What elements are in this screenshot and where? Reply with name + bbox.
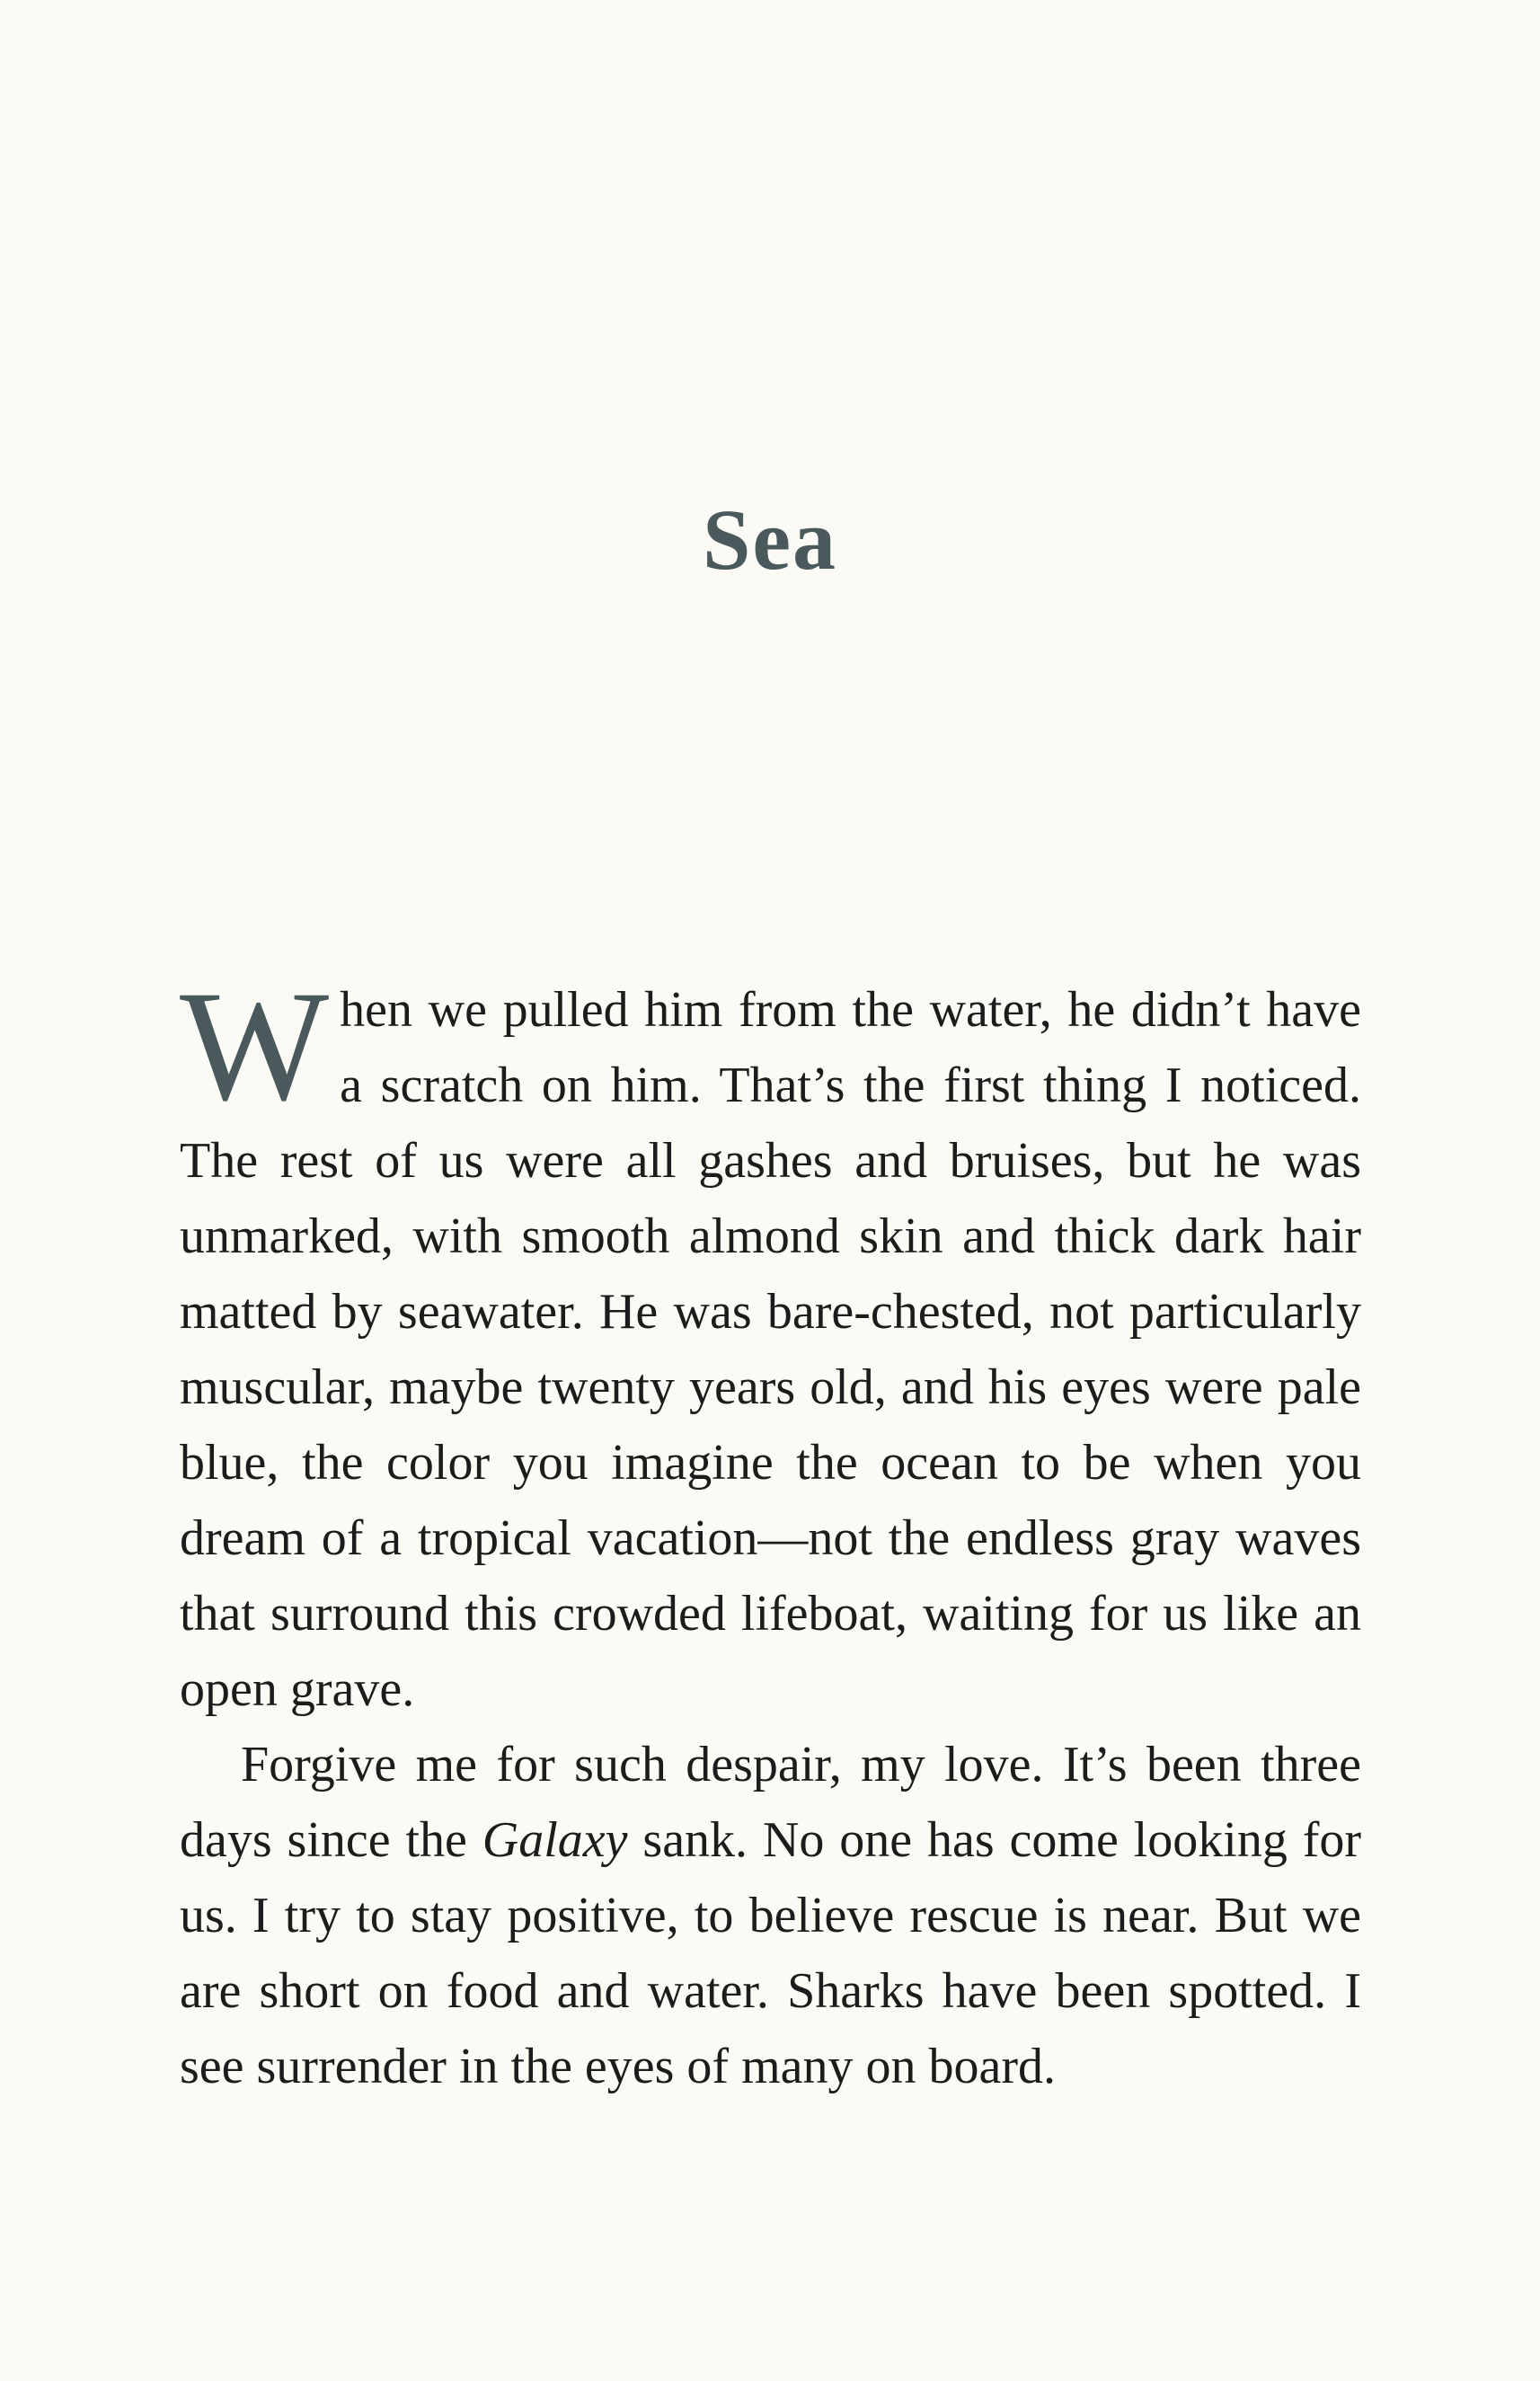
drop-cap: W bbox=[180, 959, 330, 1134]
paragraph-1-text: hen we pulled him from the water, he didn’t have a scratch on him. That’s the first thing I noticed. The rest of us were all gashes and bruises, but he was unmarked, with smooth almond skin and thick dark hair matted by seawater. He was bare-chested, not particularly muscular, maybe twenty years old, and his eyes were pale blue, the color you imagine the ocean to be when you dream of a tropical vacation—not the endless gray waves that surround this crowded lifeboat, waiting for us like an open grave. bbox=[180, 982, 1361, 1717]
paragraph-2-text-after: sank. No one has come looking for us. I try to stay positive, to believe rescue is near. But we are short on food and water. Sharks have been spotted. I see surrender in the eyes of many on board. bbox=[180, 1812, 1362, 2094]
ship-name: Galaxy bbox=[482, 1812, 628, 1868]
paragraph-2 bbox=[180, 1727, 1361, 2104]
body-text bbox=[180, 959, 1362, 2104]
chapter-title: Sea bbox=[703, 491, 837, 588]
paragraph-1 bbox=[180, 959, 1361, 1727]
paragraph-2-text-before: Forgive me for such despair, my love. It’s been three days since the bbox=[180, 1737, 1361, 1868]
